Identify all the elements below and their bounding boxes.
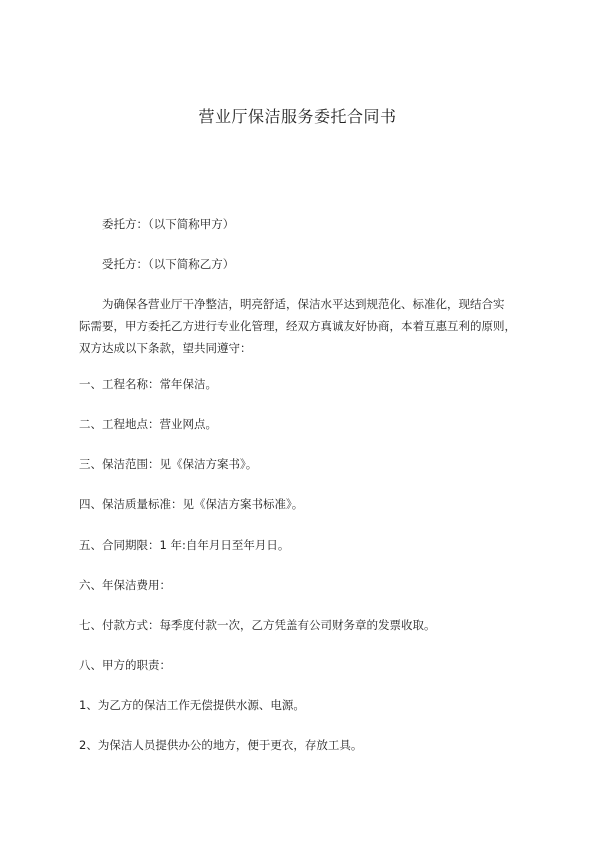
clause-1: 一、工程名称：常年保洁。 bbox=[79, 377, 217, 391]
party-b-line: 受托方：（以下简称乙方） bbox=[102, 257, 235, 271]
clause-7: 七、付款方式：每季度付款一次，乙方凭盖有公司财务章的发票收取。 bbox=[79, 618, 436, 632]
document-title: 营业厅保洁服务委托合同书 bbox=[198, 107, 397, 126]
party-a-line: 委托方：（以下简称甲方） bbox=[102, 217, 235, 231]
clause-8: 八、甲方的职责： bbox=[79, 658, 171, 672]
preamble-line-2: 际需要，甲方委托乙方进行专业化管理，经双方真诚友好协商，本着互惠互利的原则， bbox=[79, 319, 516, 333]
preamble-line-3: 双方达成以下条款，望共同遵守： bbox=[79, 341, 252, 355]
sub-clause-1: 1、为乙方的保洁工作无偿提供水源、电源。 bbox=[79, 698, 305, 712]
clause-2: 二、工程地点：营业网点。 bbox=[79, 417, 217, 431]
clause-5: 五、合同期限：1 年:自年月日至年月日。 bbox=[79, 538, 290, 552]
preamble-line-1: 为确保各营业厅干净整洁，明亮舒适，保洁水平达到规范化、标准化，现结合实 bbox=[102, 297, 505, 311]
clause-6: 六、年保洁费用： bbox=[79, 578, 171, 592]
clause-3: 三、保洁范围：见《保洁方案书》。 bbox=[79, 457, 258, 471]
sub-clause-2: 2、为保洁人员提供办公的地方，便于更衣，存放工具。 bbox=[79, 738, 363, 752]
clause-4: 四、保洁质量标准：见《保洁方案书标准》。 bbox=[79, 497, 304, 511]
